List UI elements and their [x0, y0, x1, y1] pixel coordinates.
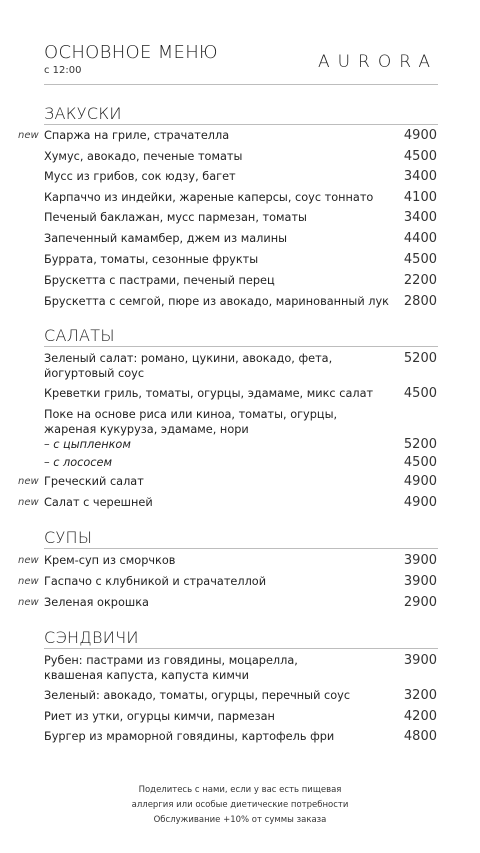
new-badge: new [18, 130, 39, 141]
section-title-salaty: САЛАТЫ [44, 326, 115, 345]
item-name: Зеленый: авокадо, томаты, огурцы, перечный соус [44, 689, 351, 702]
item-price: 2900 [403, 595, 437, 610]
item-price: 4800 [403, 729, 437, 744]
item-name: Креветки гриль, томаты, огурцы, эдамаме, микс салат [44, 387, 374, 400]
section-divider-zakuski [44, 124, 438, 125]
item-name: – с лососем [44, 456, 112, 469]
item-price: 4100 [403, 190, 437, 205]
item-name: Поке на основе риса или киноа, томаты, огурцы, жареная кукуруза, эдамаме, нори [44, 408, 338, 436]
item-price: 4500 [403, 455, 437, 470]
item-name: Зеленая окрошка [44, 596, 149, 609]
section-divider-supy [44, 548, 438, 549]
item-name: Гаспачо с клубникой и страчателлой [44, 575, 267, 588]
item-price: 4200 [403, 709, 437, 724]
item-name: Брускетта с семгой, пюре из авокадо, маринованный лук [44, 295, 390, 308]
item-name: Брускетта с пастрами, печеный перец [44, 274, 275, 287]
item-name: Рубен: пастрами из говядины, моцарелла, квашеная капуста, капуста кимчи [44, 654, 298, 682]
item-price: 4900 [403, 474, 437, 489]
item-name: – с цыпленком [44, 438, 131, 451]
footer-note [0, 783, 480, 828]
item-name: Риет из утки, огурцы кимчи, пармезан [44, 710, 275, 723]
item-name: Салат с черешней [44, 496, 153, 509]
page-title: ОСНОВНОЕ МЕНЮ [44, 42, 218, 63]
item-price: 5200 [403, 437, 437, 452]
item-price: 4900 [403, 495, 437, 510]
new-badge: new [18, 497, 39, 508]
item-price: 2800 [403, 294, 437, 309]
section-divider-sendvichi [44, 648, 438, 649]
item-price: 4500 [403, 252, 437, 267]
footer-line-1: Поделитесь с нами, если у вас есть пищевая [138, 785, 342, 795]
item-name: Крем-суп из сморчков [44, 554, 176, 567]
new-badge: new [18, 597, 39, 608]
item-price: 3900 [403, 574, 437, 589]
item-price: 3200 [403, 688, 437, 703]
section-divider-salaty [44, 346, 438, 347]
section-title-supy: СУПЫ [44, 528, 93, 547]
section-title-sendvichi: СЭНДВИЧИ [44, 628, 139, 647]
new-badge: new [18, 476, 39, 487]
item-price: 4400 [403, 231, 437, 246]
item-price: 5200 [403, 351, 437, 366]
item-name: Запеченный камамбер, джем из малины [44, 232, 288, 245]
menu-header [44, 42, 438, 76]
item-name: Хумус, авокадо, печеные томаты [44, 150, 243, 163]
item-name: Греческий салат [44, 475, 144, 488]
item-price: 4500 [403, 149, 437, 164]
item-name: Карпаччо из индейки, жареные каперсы, соус тоннато [44, 191, 374, 204]
item-price: 4500 [403, 386, 437, 401]
item-price: 3400 [403, 210, 437, 225]
item-price: 3400 [403, 169, 437, 184]
footer-line-2: аллергия или особые диетические потребности [131, 800, 349, 810]
brand-logo: AURORA [317, 52, 438, 72]
item-name: Зеленый салат: романо, цукини, авокадо, фета, йогуртовый соус [44, 352, 333, 380]
item-price: 2200 [403, 273, 437, 288]
item-price: 3900 [403, 653, 437, 668]
item-name: Бургер из мраморной говядины, картофель фри [44, 730, 335, 743]
item-price: 3900 [403, 553, 437, 568]
header-divider [44, 84, 438, 85]
footer-line-3: Обслуживание +10% от суммы заказа [153, 815, 327, 825]
item-price: 4900 [403, 128, 437, 143]
item-name: Печеный баклажан, мусс пармезан, томаты [44, 211, 307, 224]
item-name: Мусс из грибов, сок юдзу, багет [44, 170, 236, 183]
new-badge: new [18, 576, 39, 587]
item-name: Буррата, томаты, сезонные фрукты [44, 253, 259, 266]
new-badge: new [18, 555, 39, 566]
item-name: Спаржа на гриле, страчателла [44, 129, 230, 142]
menu-time: с 12:00 [44, 65, 82, 76]
section-title-zakuski: ЗАКУСКИ [44, 104, 122, 123]
